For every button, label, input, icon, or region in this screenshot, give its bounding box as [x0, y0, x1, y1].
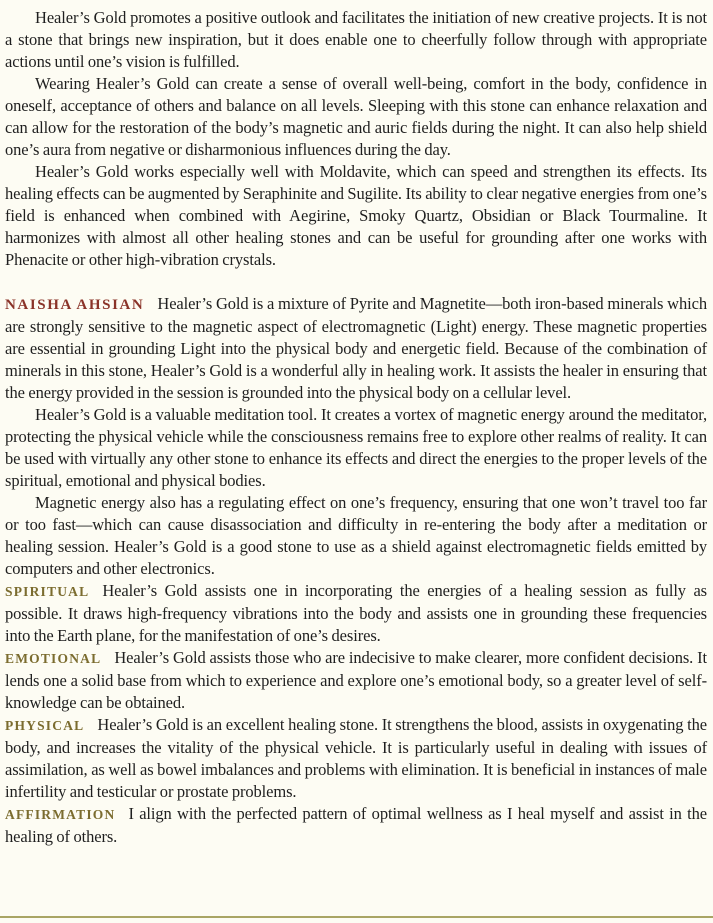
emotional-section-label: EMOTIONAL	[5, 651, 102, 666]
paragraph-text: Healer’s Gold is a valuable meditation tool. It creates a vortex of magnetic energy around the meditator, protecting the physical vehicle while the consciousness remains free to explore other realms of reality. It can be used with virtually any other stone to enhance its effects and direct the energies to the proper levels of the spiritual, emotional and physical bodies.	[5, 405, 707, 490]
paragraph-affirmation	[5, 803, 707, 848]
paragraph-text: Healer’s Gold assists one in incorporating the energies of a healing session as fully as possible. It draws high-frequency vibrations into the body and assists one in grounding these frequencies into the Earth plane, for the manifestation of one’s desires.	[5, 581, 707, 645]
text-block	[0, 6, 713, 848]
paragraph-works-with	[5, 161, 707, 271]
paragraph-meditation-tool	[5, 404, 707, 492]
paragraph-magnetic-energy	[5, 492, 707, 580]
paragraph-emotional	[5, 647, 707, 714]
paragraph-physical	[5, 714, 707, 803]
spiritual-section-label: SPIRITUAL	[5, 584, 90, 599]
page-bottom-rule	[0, 916, 713, 918]
paragraph-wearing	[5, 73, 707, 161]
paragraph-spiritual	[5, 580, 707, 647]
paragraph-text: Wearing Healer’s Gold can create a sense of overall well-being, comfort in the body, confidence in oneself, acceptance of others and balance on all levels. Sleeping with this stone can enhance relaxation and can allow for the restoration of the body’s magnetic and auric fields during the night. It can also help shield one’s aura from negative or disharmonious influences during the day.	[5, 74, 707, 159]
paragraph-text: Healer’s Gold is a mixture of Pyrite and Magnetite—both iron-based minerals which are strongly sensitive to the magnetic aspect of electromagnetic (Light) energy. These magnetic properties are essential in grounding Light into the physical body and energetic field. Because of the combination of minerals in this stone, Healer’s Gold is a wonderful ally in healing work. It assists the healer in ensuring that the energy provided in the session is grounded into the physical body on a cellular level.	[5, 294, 707, 402]
paragraph-text: Magnetic energy also has a regulating effect on one’s frequency, ensuring that one won’t travel too far or too fast—which can cause disassociation and difficulty in re-entering the body after a meditation or healing session. Healer’s Gold is a good stone to use as a shield against electromagnetic fields emitted by computers and other electronics.	[5, 493, 707, 578]
paragraph-text: Healer’s Gold works especially well with Moldavite, which can speed and strengthen its effects. Its healing effects can be augmented by Seraphinite and Sugilite. Its ability to clear negative energies from one’s field is enhanced when combined with Aegirine, Smoky Quartz, Obsidian or Black Tourmaline. It harmonizes with almost all other healing stones and can be useful for grounding after one works with Phenacite or other high-vibration crystals.	[5, 162, 707, 269]
physical-section-label: PHYSICAL	[5, 718, 85, 733]
paragraph-text: Healer’s Gold assists those who are indecisive to make clearer, more confident decisions. It lends one a solid base from which to experience and explore one’s emotional body, so a greater level of self-knowledge can be obtained.	[5, 648, 707, 712]
paragraph-text: Healer’s Gold promotes a positive outlook and facilitates the initiation of new creative projects. It is not a stone that brings new inspiration, but it does enable one to cheerfully follow through with appropriate actions until one’s vision is fulfilled.	[5, 8, 707, 71]
paragraph-text: Healer’s Gold is an excellent healing stone. It strengthens the blood, assists in oxygenating the body, and increases the vitality of the physical vehicle. It is particularly useful in dealing with issues of assimilation, as well as bowel imbalances and problems with elimination. It is beneficial in instances of male infertility and testicular or prostate problems.	[5, 715, 707, 801]
affirmation-section-label: AFFIRMATION	[5, 807, 116, 822]
paragraph-promotes-outlook	[5, 7, 707, 73]
author-section-label: NAISHA AHSIAN	[5, 297, 145, 313]
paragraph-naisha-ahsian	[5, 293, 707, 404]
paragraph-text: I align with the perfected pattern of optimal wellness as I heal myself and assist in the healing of others.	[5, 804, 707, 846]
